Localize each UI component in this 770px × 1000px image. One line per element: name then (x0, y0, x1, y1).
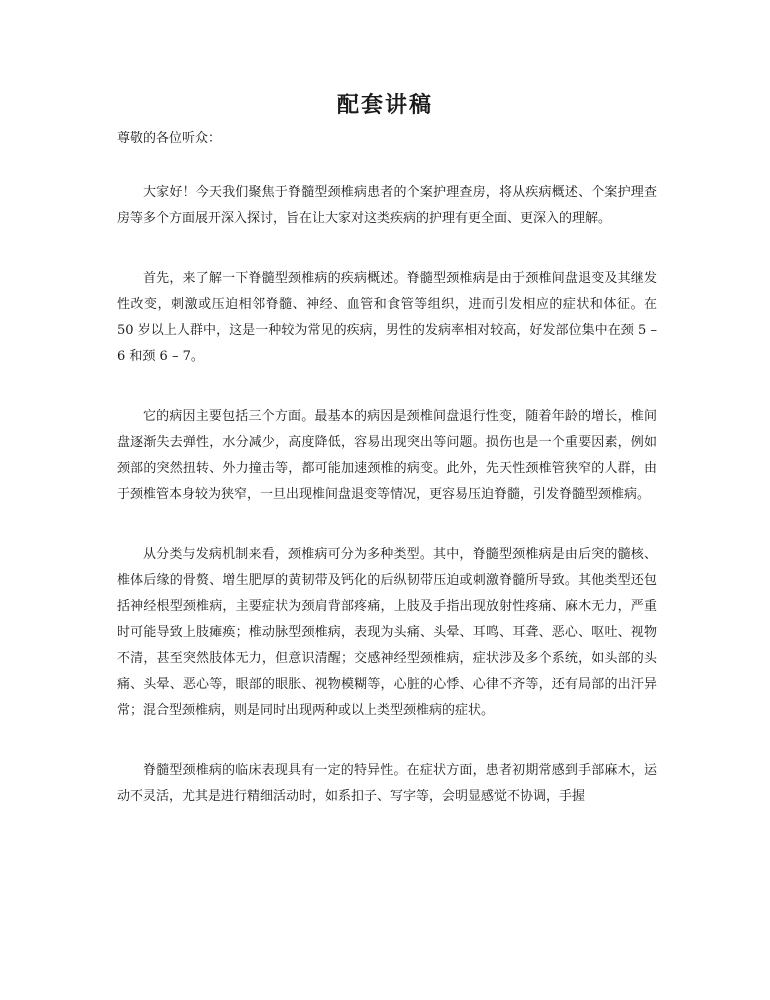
document-title: 配套讲稿 (336, 92, 433, 118)
paragraph-classification: 从分类与发病机制来看，颈椎病可分为多种类型。其中，脊髓型颈椎病是由后突的髓核、椎体后缘的骨赘、增生肥厚的黄韧带及钙化的后纵韧带压迫或刺激脊髓所导致。其他类型还包括神经根型颈椎病，主要症状为颈肩背部疼痛，上肢及手指出现放射性疼痛、麻木无力，严重时可能导致上肢瘫痪；椎动脉型颈椎病，表现为头痛、头晕、耳鸣、耳聋、恶心、呕吐、视物不清，甚至突然肢体无力，但意识清醒；交感神经型颈椎病，症状涉及多个系统，如头部的头痛、头晕、恶心等，眼部的眼胀、视物模糊等，心脏的心悸、心律不齐等，还有局部的出汗异常；混合型颈椎病，则是同时出现两种或以上类型颈椎病的症状。 (117, 547, 657, 718)
paragraph-overview: 首先，来了解一下脊髓型颈椎病的疾病概述。脊髓型颈椎病是由于颈椎间盘退变及其继发性改变，刺激或压迫相邻脊髓、神经、血管和食管等组织，进而引发相应的症状和体征。在 50 岁以上人群中，这是一种较为常见的疾病，男性的发病率相对较高，好发部位集中在颈 5 – 6 和颈 6 – 7。 (117, 271, 657, 364)
paragraph-intro: 大家好！今天我们聚焦于脊髓型颈椎病患者的个案护理查房，将从疾病概述、个案护理查房等多个方面展开深入探讨，旨在让大家对这类疾病的护理有更全面、更深入的理解。 (117, 185, 657, 226)
document-body (117, 180, 657, 844)
paragraph-causes: 它的病因主要包括三个方面。最基本的病因是颈椎间盘退行性变，随着年龄的增长，椎间盘逐渐失去弹性，水分减少，高度降低，容易出现突出等问题。损伤也是一个重要因素，例如颈部的突然扭转、外力撞击等，都可能加速颈椎的病变。此外，先天性颈椎管狭窄的人群，由于颈椎管本身较为狭窄，一旦出现椎间盘退变等情况，更容易压迫脊髓，引发脊髓型颈椎病。 (117, 409, 657, 502)
paragraph-symptoms: 脊髓型颈椎病的临床表现具有一定的特异性。在症状方面，患者初期常感到手部麻木，运动不灵活，尤其是进行精细活动时，如系扣子、写字等，会明显感觉不协调，手握 (117, 763, 657, 804)
greeting-line: 尊敬的各位听众： (117, 131, 222, 146)
